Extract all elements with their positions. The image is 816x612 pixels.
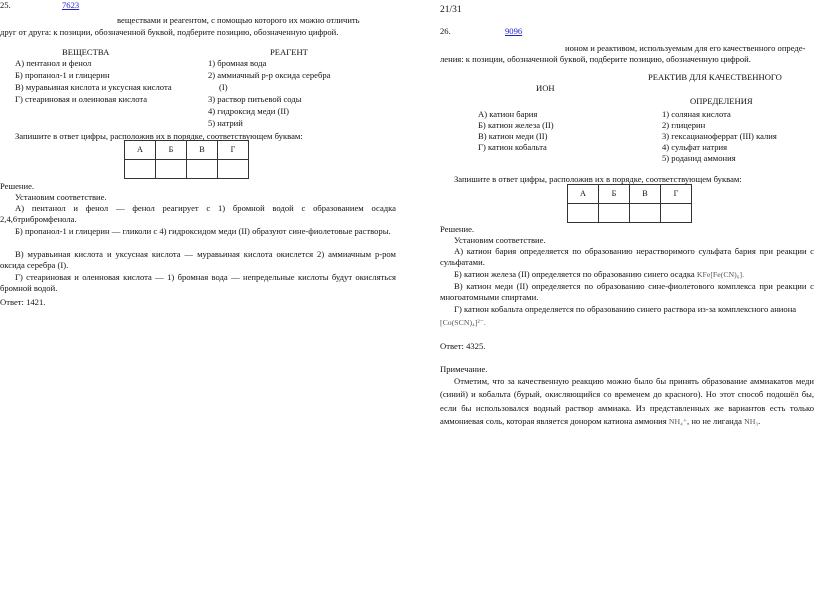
solution-v: В) катион меди (II) определяется по образованию сине-фиолетового комплекса при реакции с многоатомными спиртами. [440,281,814,303]
reagent-item: 3) раствор питьевой соды [208,94,302,104]
solution-g: Г) катион кобальта определяется по образованию синего раствора из-за комплексного аниона [454,304,797,314]
reagent-header: РЕАГЕНТ [270,47,308,57]
solution-intro: Установим соответствие. [454,235,546,245]
note-text: Отметим, что за качественную реакцию можно было бы принять образование аммиакатов меди (синий) и кобальта (бурый, окисляющийся со временем до красного). Но этот способ подошёл бы, если бы использовался водный раствор аммиака. Из представленных же вариантов есть только аммониевая соль, которая является донором катиона аммония [440,376,814,426]
answer-table [567,184,692,223]
table-header-cell: Б [599,185,630,204]
solution-b [454,269,744,280]
intro-line-1: ионом и реактивом, используемым для его качественного опреде- [565,43,806,53]
substance-item: А) пентанол и фенол [15,58,92,68]
ion-item: Г) катион кобальта [478,142,547,152]
solution-title: Решение. [0,181,35,191]
answer: Ответ: 4325. [440,341,486,351]
formula-nh3: NH₃ [744,416,759,426]
reagent-header-line1: РЕАКТИВ ДЛЯ КАЧЕСТВЕННОГО [648,72,782,82]
reagent-item: 3) гексацианоферрат (III) калия [662,131,777,141]
substances-header: ВЕЩЕСТВА [62,47,110,57]
ion-header: ИОН [536,83,555,93]
answer-input-cell[interactable] [599,204,630,223]
table-header-cell: А [125,141,156,160]
task-link[interactable]: 9096 [505,26,523,36]
table-header-cell: В [630,185,661,204]
formula-nh4: NH₄⁺ [668,416,688,426]
solution-v: В) муравьиная кислота и уксусная кислота — муравьиная кислота окислется 2) аммиачным р-ром оксида серебра (I). [0,249,396,271]
table-header-cell: Г [218,141,249,160]
table-header-cell: А [568,185,599,204]
intro-line-1: веществами и реагентом, с помощью которого их можно отличить [117,15,360,25]
task-number-text: 25. [0,0,11,10]
answer-input-cell[interactable] [125,160,156,179]
answer-input-cell[interactable] [661,204,692,223]
formula-g: [Co(SCN)₄]²⁻. [440,318,486,327]
substance-item: Б) пропанол-1 и глицерин [15,70,110,80]
ion-item: Б) катион железа (II) [478,120,554,130]
table-header-cell: В [187,141,218,160]
intro-line-2: ления: к позиции, обозначенной буквой, подберите позицию, обозначенную цифрой. [440,54,751,64]
substance-item: Г) стеариновая и олеиновая кислота [15,94,148,104]
reagent-item: 1) соляная кислота [662,109,731,119]
solution-b-text: Б) катион железа (II) определяется по образованию синего осадка [454,269,695,279]
solution-a: А) пентанол и фенол — фенол реагирует с 1) бромной водой с образованием осадка 2,4,6трибромфенола. [0,203,396,225]
note-end: . [758,415,761,426]
ion-item: А) катион бария [478,109,538,119]
reagent-item: 2) аммиачный р-р оксида серебра [208,70,331,80]
reagent-item: 2) глицерин [662,120,706,130]
substance-item: В) муравьиная кислота и уксусная кислота [15,82,172,92]
table-header-cell: Г [661,185,692,204]
solution-g: Г) стеариновая и олеиновая кислота — 1) бромная вода — непредельные кислоты будут окисляться бромной водой. [0,272,396,294]
reagent-header-line2: ОПРЕДЕЛЕНИЯ [690,96,753,106]
table-header-cell: Б [156,141,187,160]
solution-a: А) катион бария определяется по образованию нерастворимого сульфата бария при реакции с сульфатами. [440,246,814,268]
solution-b: Б) пропанол-1 и глицерин — гликоли с 4) гидроксидом меди (II) образуют сине-фиолетовые растворы. [15,226,391,236]
task-link[interactable]: 7623 [62,0,80,10]
answer-input-cell[interactable] [187,160,218,179]
reagent-item: 5) роданид аммония [662,153,736,163]
answer-input-cell[interactable] [156,160,187,179]
instruction: Запишите в ответ цифры, расположив их в порядке, соответствующем буквам: [15,131,303,141]
instruction: Запишите в ответ цифры, расположив их в порядке, соответствующем буквам: [454,174,742,184]
intro-line-2: друг от друга: к позиции, обозначенной буквой, подберите позицию, обозначенную цифрой. [0,27,339,37]
answer-input-cell[interactable] [630,204,661,223]
task-number: 26. [440,26,451,36]
ion-item: В) катион меди (II) [478,131,548,141]
note-mid: , но не лиганда [687,415,742,426]
note-paragraph [440,375,814,428]
formula-b: KFe[Fe(CN)₆]. [696,270,745,279]
reagent-item: 4) гидроксид меди (II) [208,106,289,116]
solution-title: Решение. [440,224,475,234]
answer: Ответ: 1421. [0,297,46,307]
reagent-item: 4) сульфат натрия [662,142,728,152]
reagent-item: 5) натрий [208,118,243,128]
reagent-item: (I) [219,82,228,92]
solution-intro: Установим соответствие. [15,192,107,202]
answer-input-cell[interactable] [218,160,249,179]
note-title: Примечание. [440,364,488,374]
page-number: 21/31 [440,5,462,15]
reagent-item: 1) бромная вода [208,58,267,68]
answer-table [124,140,249,179]
task-number [0,0,11,11]
answer-input-cell[interactable] [568,204,599,223]
